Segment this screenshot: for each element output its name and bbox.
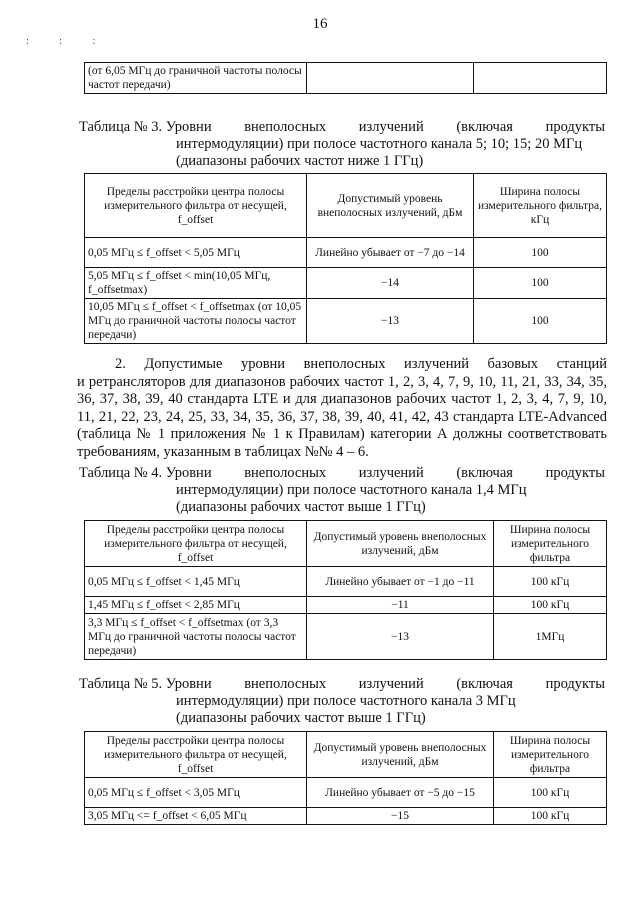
- table-row: [85, 614, 607, 660]
- continuation-table: [84, 62, 607, 94]
- caption-line: (диапазоны рабочих частот выше 1 ГГц): [176, 710, 426, 726]
- header-cell: Допустимый уровень внеполосных излучений, дБм: [307, 732, 494, 778]
- table-cell: 1,45 МГц ≤ f_offset < 2,85 МГц: [85, 597, 307, 614]
- table-row: [85, 567, 607, 597]
- table-row: [85, 268, 607, 299]
- table-cell: −15: [307, 808, 494, 825]
- table4: [84, 520, 607, 660]
- caption-word: (включая: [456, 676, 513, 692]
- table-cell: 100 кГц: [494, 597, 607, 614]
- header-cell: Допустимый уровень внеполосных излучений, дБм: [307, 521, 494, 567]
- header-cell: Пределы расстройки центра полосы измерительного фильтра от несущей, f_offset: [85, 732, 307, 778]
- caption-word: Таблица № 3. Уровни: [79, 119, 212, 135]
- table-row: [85, 778, 607, 808]
- caption-word: (включая: [456, 119, 513, 135]
- caption-word: Таблица № 5. Уровни: [79, 676, 212, 692]
- caption-word: излучений: [358, 465, 424, 481]
- caption-word: излучений: [358, 676, 424, 692]
- table-cell: (от 6,05 МГц до граничной частоты полосы частот передачи): [85, 63, 307, 94]
- caption-word: продукты: [545, 465, 605, 481]
- caption-line: интермодуляции) при полосе частотного канала 3 МГц: [176, 693, 516, 709]
- page-number: 16: [312, 16, 328, 32]
- table-cell: [474, 63, 607, 94]
- table-cell: −14: [307, 268, 474, 299]
- paragraph-2: [77, 356, 607, 461]
- caption-word: продукты: [545, 676, 605, 692]
- header-cell: Пределы расстройки центра полосы измерительного фильтра от несущей, f_offset: [85, 521, 307, 567]
- caption-word: внеполосных: [244, 465, 327, 481]
- table-cell: 5,05 МГц ≤ f_offset < min(10,05 МГц, f_offsetmax): [85, 268, 307, 299]
- caption-line: (диапазоны рабочих частот выше 1 ГГц): [176, 499, 426, 515]
- table-cell: 100 кГц: [494, 567, 607, 597]
- header-cell: Ширина полосы измерительного фильтра: [494, 521, 607, 567]
- table-cell: Линейно убывает от −7 до −14: [307, 238, 474, 268]
- table3-caption: [79, 119, 605, 170]
- table-cell: 0,05 МГц ≤ f_offset < 5,05 МГц: [85, 238, 307, 268]
- header-cell: Ширина полосы измерительного фильтра, кГц: [474, 174, 607, 238]
- table5-caption: [79, 676, 605, 727]
- table-cell: 0,05 МГц ≤ f_offset < 1,45 МГц: [85, 567, 307, 597]
- header-cell: Пределы расстройки центра полосы измерительного фильтра от несущей, f_offset: [85, 174, 307, 238]
- table-row: [85, 808, 607, 825]
- table-cell: 0,05 МГц ≤ f_offset < 3,05 МГц: [85, 778, 307, 808]
- table-cell: Линейно убывает от −1 до −11: [307, 567, 494, 597]
- table-cell: −11: [307, 597, 494, 614]
- table5: [84, 731, 607, 825]
- caption-line: интермодуляции) при полосе частотного канала 1,4 МГц: [176, 482, 527, 498]
- table-row: [85, 597, 607, 614]
- table-cell: 3,05 МГц <= f_offset < 6,05 МГц: [85, 808, 307, 825]
- table-cell: 100: [474, 299, 607, 344]
- caption-word: внеполосных: [244, 676, 327, 692]
- paragraph-first-line: 2. Допустимые уровни внеполосных излучений базовых станций: [115, 356, 607, 372]
- table-cell: 100: [474, 268, 607, 299]
- caption-line: (диапазоны рабочих частот ниже 1 ГГц): [176, 153, 424, 169]
- table-row: [85, 299, 607, 344]
- paragraph-body: и ретрансляторов для диапазонов рабочих частот 1, 2, 3, 4, 7, 9, 10, 11, 21, 33, 34, 35, 36, 37, 38, 39, 40 стандарта LTE и для диапазонов рабочих частот 1, 2, 3, 4, 7, 9, 10, 11, 21, 22, 23, 24, 25, 33, 34, 35, 36, 37, 38, 39, 40, 41, 42, 43 стандарта LTE-Advanced (таблица № 1 приложения № 1 к Правилам) категории А должны соответствовать требованиям, указанным в таблицах №№ 4 – 6.: [77, 373, 607, 460]
- table-cell: 3,3 МГц ≤ f_offset < f_offsetmax (от 3,3 МГц до граничной частоты полосы частот передачи): [85, 614, 307, 660]
- caption-word: излучений: [358, 119, 424, 135]
- table4-caption: [79, 465, 605, 516]
- caption-line: интермодуляции) при полосе частотного канала 5; 10; 15; 20 МГц: [176, 136, 583, 152]
- table-cell: 1МГц: [494, 614, 607, 660]
- table-cell: [307, 63, 474, 94]
- table-cell: −13: [307, 614, 494, 660]
- caption-word: Таблица № 4. Уровни: [79, 465, 212, 481]
- table-cell: 100: [474, 238, 607, 268]
- header-cell: Ширина полосы измерительного фильтра: [494, 732, 607, 778]
- table-cell: 100 кГц: [494, 808, 607, 825]
- table-cell: Линейно убывает от −5 до −15: [307, 778, 494, 808]
- caption-word: продукты: [545, 119, 605, 135]
- header-cell: Допустимый уровень внеполосных излучений, дБм: [307, 174, 474, 238]
- table-row: [85, 238, 607, 268]
- table-cell: 10,05 МГц ≤ f_offset < f_offsetmax (от 10,05 МГц до граничной частоты полосы частот передачи): [85, 299, 307, 344]
- margin-dots: : : :: [26, 36, 110, 47]
- table3: [84, 173, 607, 344]
- table-cell: −13: [307, 299, 474, 344]
- table-cell: 100 кГц: [494, 778, 607, 808]
- caption-word: внеполосных: [244, 119, 327, 135]
- caption-word: (включая: [456, 465, 513, 481]
